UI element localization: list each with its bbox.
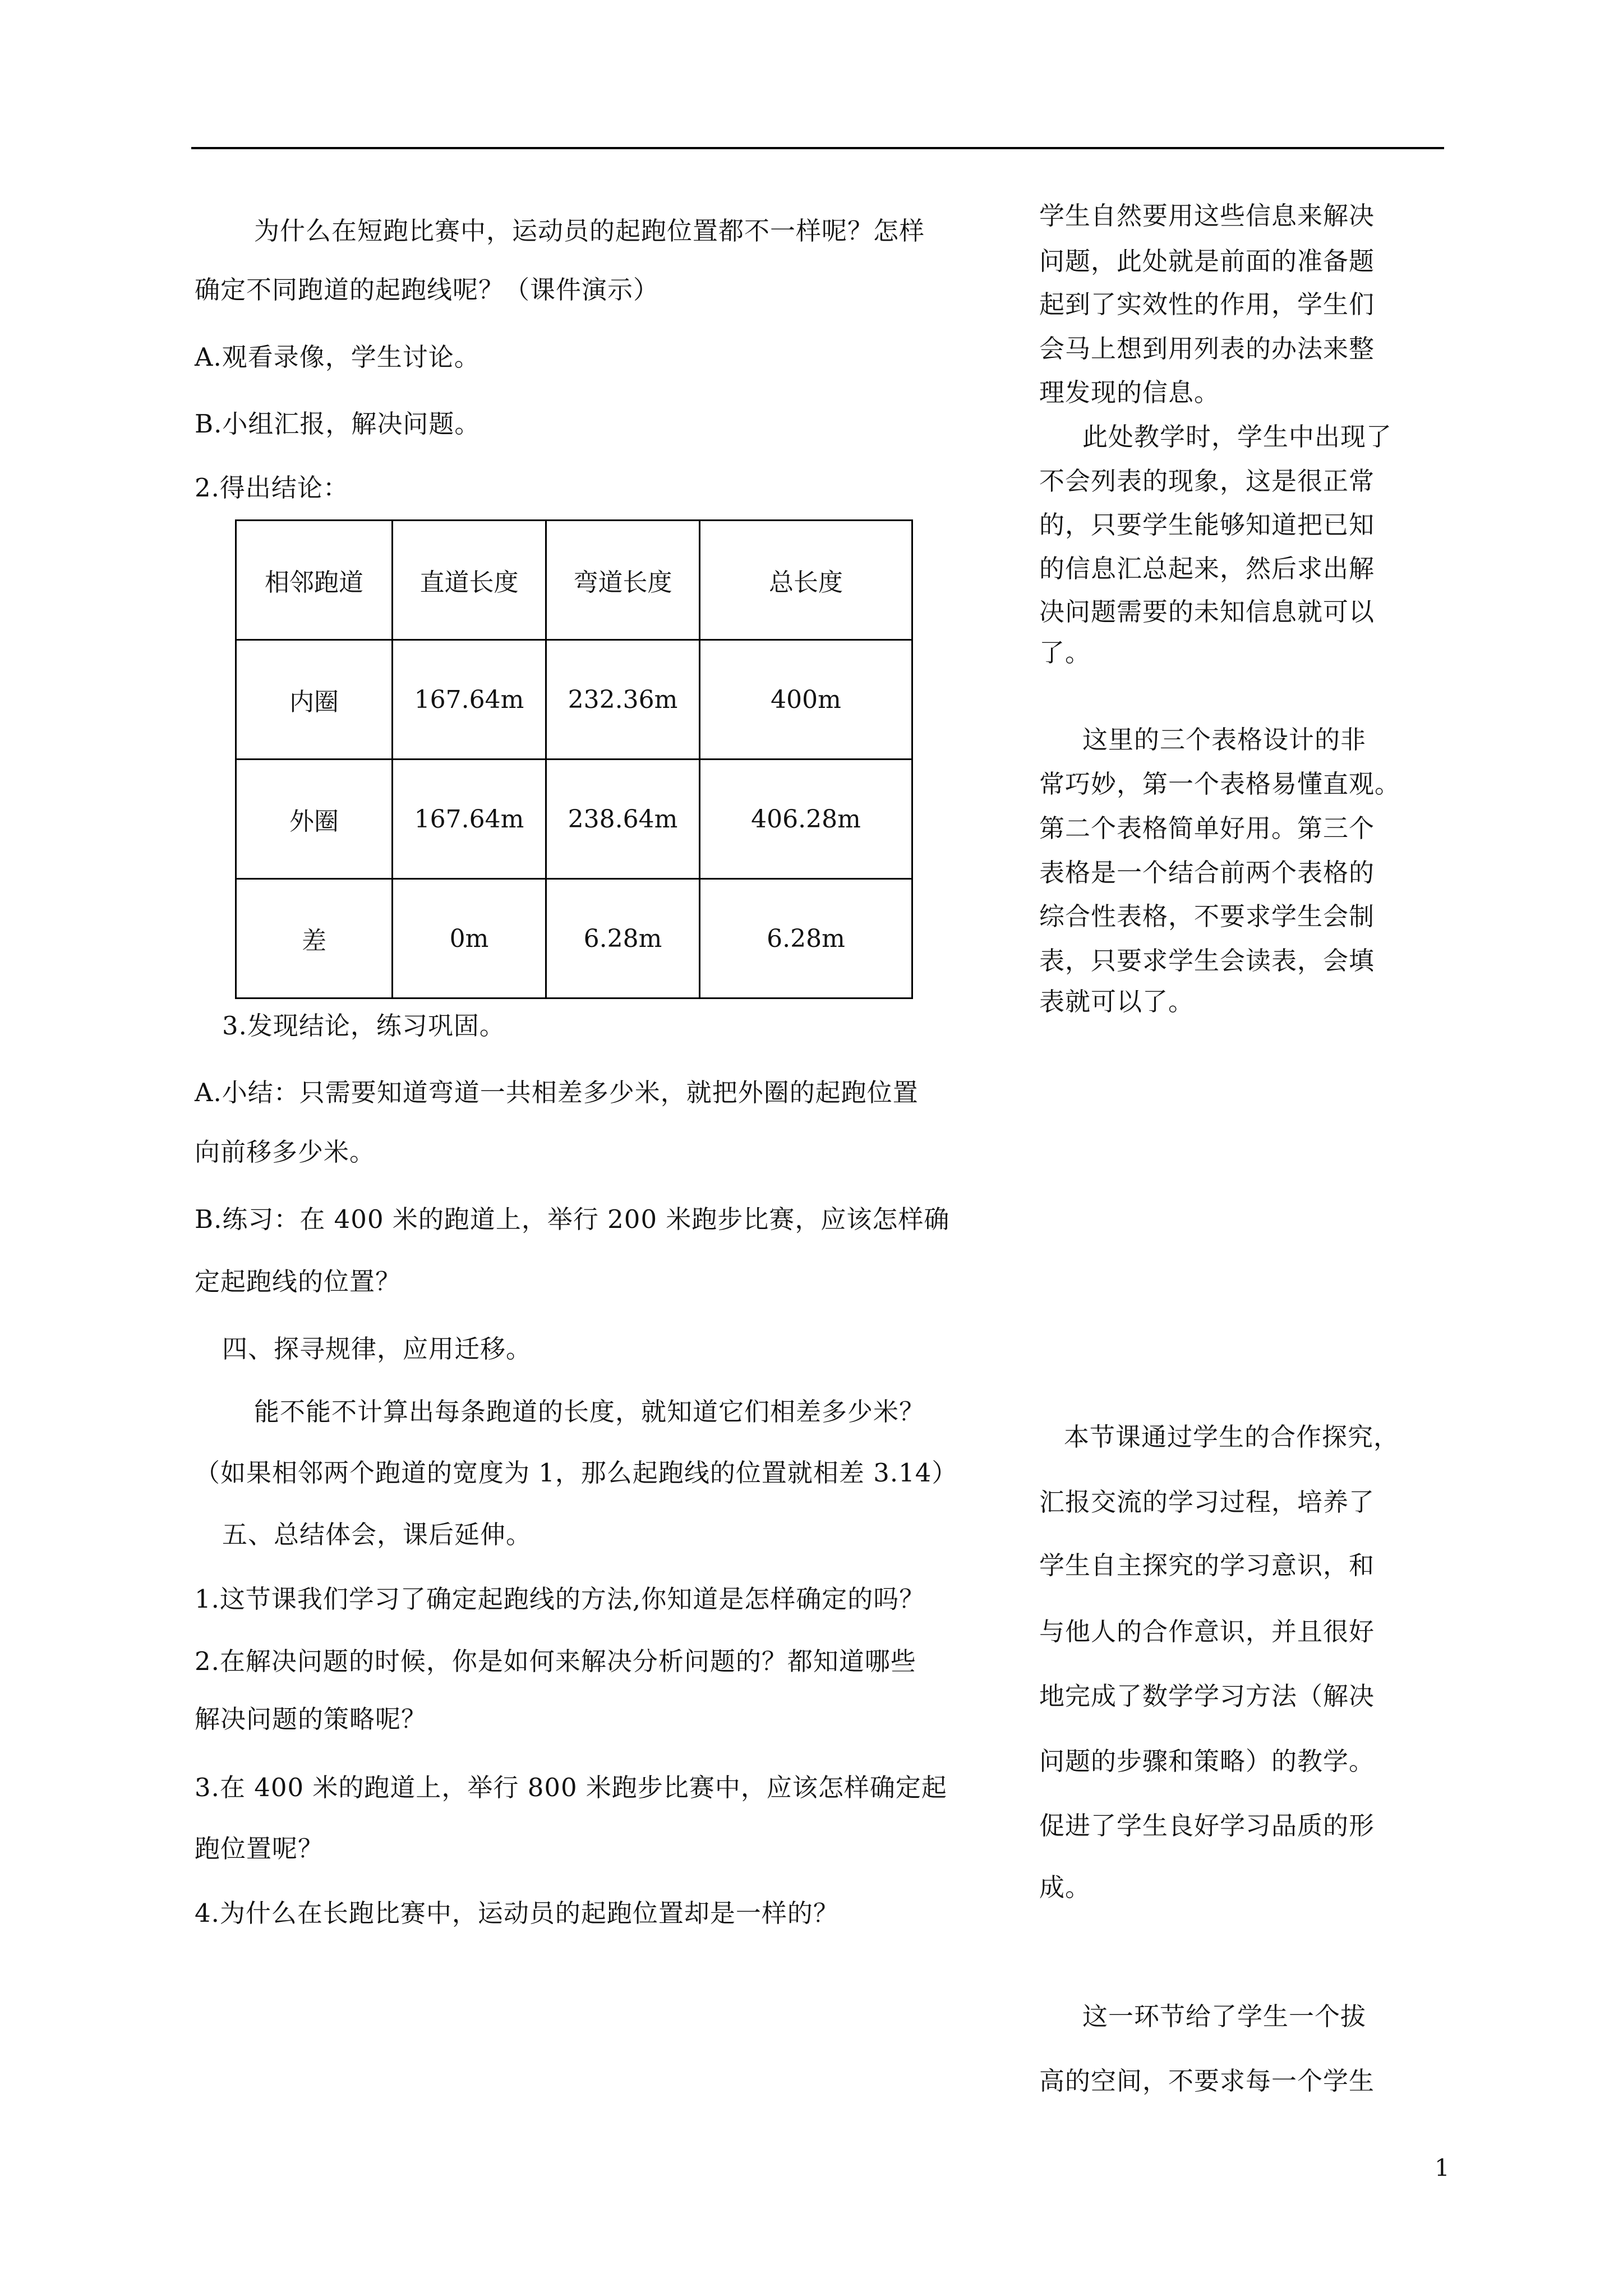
table-cell: 167.64m bbox=[393, 760, 546, 879]
table-cell: 400m bbox=[700, 640, 912, 760]
side-note-line: 常巧妙，第一个表格易懂直观。 bbox=[1039, 769, 1401, 799]
paragraph-line: 2.在解决问题的时候，你是如何来解决分析问题的？都知道哪些 bbox=[195, 1646, 916, 1676]
side-note-line: 起到了实效性的作用，学生们 bbox=[1039, 289, 1375, 319]
header-rule bbox=[191, 147, 1444, 149]
table-header-cell: 总长度 bbox=[700, 521, 912, 640]
paragraph-line: 3.在 400 米的跑道上，举行 800 米跑步比赛中，应该怎样确定起 bbox=[195, 1773, 947, 1802]
table-cell: 232.36m bbox=[546, 640, 700, 760]
side-note-line: 问题的步骤和策略）的教学。 bbox=[1039, 1746, 1375, 1776]
side-note-line: 的，只要学生能够知道把已知 bbox=[1039, 510, 1375, 540]
side-note-line: 第二个表格简单好用。第三个 bbox=[1039, 813, 1375, 843]
table-header-cell: 相邻跑道 bbox=[236, 521, 393, 640]
paragraph-line: 确定不同跑道的起跑线呢？（课件演示） bbox=[195, 275, 660, 305]
table-cell: 6.28m bbox=[700, 879, 912, 999]
table-cell: 238.64m bbox=[546, 760, 700, 879]
paragraph-line: 3.发现结论，练习巩固。 bbox=[222, 1011, 505, 1041]
table-cell: 差 bbox=[236, 879, 393, 999]
side-note-line: 地完成了数学学习方法（解决 bbox=[1039, 1681, 1375, 1711]
paragraph-line: A.小结：只需要知道弯道一共相差多少米，就把外圈的起跑位置 bbox=[195, 1078, 919, 1107]
paragraph-line: （如果相邻两个跑道的宽度为 1，那么起跑线的位置就相差 3.14） bbox=[195, 1458, 958, 1488]
side-note-line: 会马上想到用列表的办法来整 bbox=[1039, 334, 1375, 364]
table-cell: 6.28m bbox=[546, 879, 700, 999]
side-note-line: 理发现的信息。 bbox=[1039, 378, 1220, 407]
paragraph-line: 1.这节课我们学习了确定起跑线的方法,你知道是怎样确定的吗？ bbox=[195, 1584, 925, 1614]
side-note-line: 本节课通过学生的合作探究， bbox=[1064, 1422, 1400, 1452]
side-note-line: 了。 bbox=[1039, 638, 1091, 668]
paragraph-line: 解决问题的策略呢？ bbox=[195, 1704, 427, 1734]
paragraph-line: 向前移多少米。 bbox=[195, 1137, 376, 1167]
side-note-line: 综合性表格，不要求学生会制 bbox=[1039, 901, 1375, 931]
table-header-row bbox=[236, 521, 912, 640]
side-note-line: 促进了学生良好学习品质的形 bbox=[1039, 1811, 1375, 1841]
table-row bbox=[236, 640, 912, 760]
table-cell: 外圈 bbox=[236, 760, 393, 879]
paragraph-line: A.观看录像，学生讨论。 bbox=[195, 342, 480, 372]
side-note-line: 表，只要求学生会读表，会填 bbox=[1039, 946, 1375, 976]
side-note-line: 学生自主探究的学习意识，和 bbox=[1039, 1550, 1375, 1580]
side-note-line: 成。 bbox=[1039, 1872, 1091, 1902]
results-table bbox=[235, 519, 913, 999]
table-header-cell: 弯道长度 bbox=[546, 521, 700, 640]
side-note-line: 表格是一个结合前两个表格的 bbox=[1039, 858, 1375, 887]
side-note-line: 不会列表的现象，这是很正常 bbox=[1039, 466, 1375, 496]
side-note-line: 表就可以了。 bbox=[1039, 987, 1195, 1016]
table-row bbox=[236, 879, 912, 999]
side-note-line: 决问题需要的未知信息就可以 bbox=[1039, 597, 1375, 627]
table-cell: 0m bbox=[393, 879, 546, 999]
side-note-line: 汇报交流的学习过程，培养了 bbox=[1039, 1487, 1375, 1517]
page-number: 1 bbox=[1435, 2154, 1450, 2182]
paragraph-line: 4.为什么在长跑比赛中，运动员的起跑位置却是一样的？ bbox=[195, 1898, 839, 1928]
side-note-line: 这一环节给了学生一个拔 bbox=[1082, 2001, 1367, 2031]
table-cell: 167.64m bbox=[393, 640, 546, 760]
side-note-line: 的信息汇总起来，然后求出解 bbox=[1039, 554, 1375, 583]
table-header-cell: 直道长度 bbox=[393, 521, 546, 640]
side-note-line: 问题，此处就是前面的准备题 bbox=[1039, 246, 1375, 276]
table-cell: 406.28m bbox=[700, 760, 912, 879]
side-note-line: 学生自然要用这些信息来解决 bbox=[1039, 201, 1375, 231]
side-note-line: 高的空间，不要求每一个学生 bbox=[1039, 2066, 1375, 2096]
paragraph-line: 定起跑线的位置？ bbox=[195, 1267, 402, 1296]
paragraph-line: 四、探寻规律，应用迁移。 bbox=[222, 1334, 532, 1364]
paragraph-line: 五、总结体会，课后延伸。 bbox=[222, 1520, 532, 1549]
paragraph-line: B.小组汇报，解决问题。 bbox=[195, 409, 481, 439]
side-note-line: 与他人的合作意识，并且很好 bbox=[1039, 1617, 1375, 1646]
table-cell: 内圈 bbox=[236, 640, 393, 760]
paragraph-line: 跑位置呢？ bbox=[195, 1834, 324, 1864]
side-note-line: 此处教学时，学生中出现了 bbox=[1082, 422, 1393, 452]
paragraph-line: 为什么在短跑比赛中，运动员的起跑位置都不一样呢？怎样 bbox=[254, 216, 925, 246]
table-row bbox=[236, 760, 912, 879]
paragraph-line: 2.得出结论： bbox=[195, 473, 349, 503]
paragraph-line: B.练习：在 400 米的跑道上，举行 200 米跑步比赛，应该怎样确 bbox=[195, 1204, 950, 1234]
side-note-line: 这里的三个表格设计的非 bbox=[1082, 725, 1367, 754]
paragraph-line: 能不能不计算出每条跑道的长度，就知道它们相差多少米？ bbox=[254, 1397, 925, 1427]
